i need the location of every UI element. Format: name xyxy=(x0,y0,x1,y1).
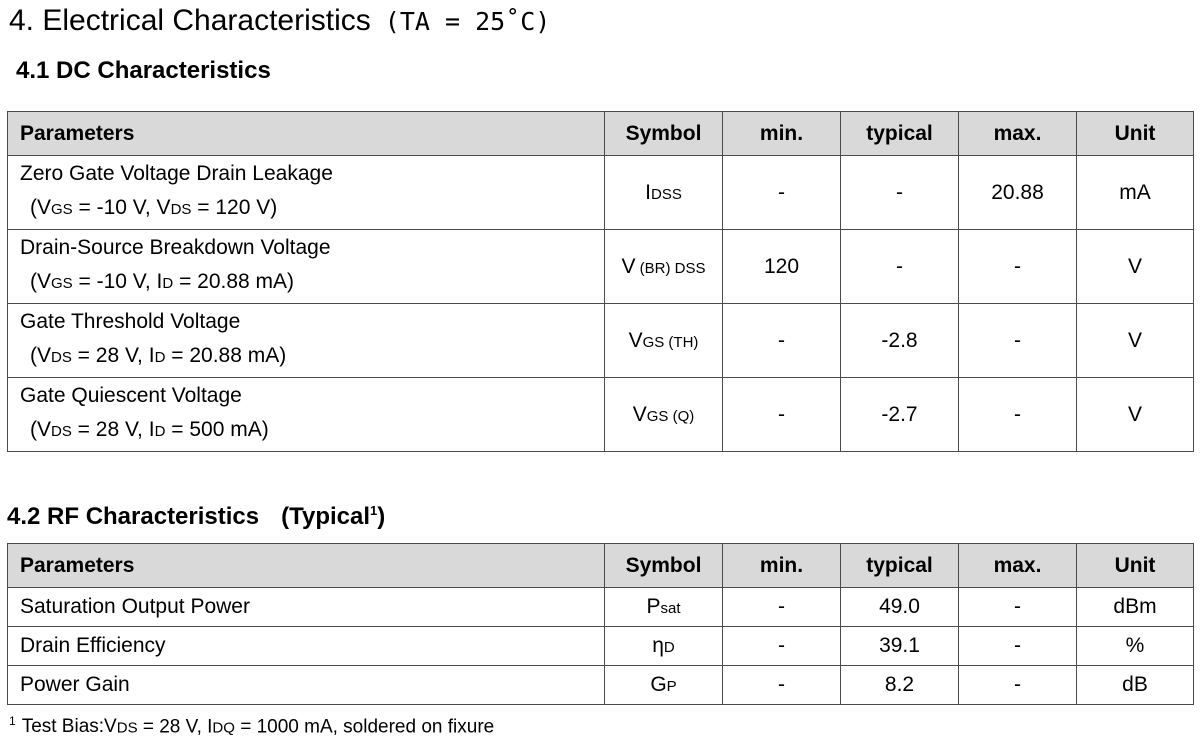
parameter-name: Gate Quiescent Voltage xyxy=(20,384,242,407)
temperature-condition: (TA = 25˚C) xyxy=(384,7,551,36)
symbol-cell: Psat xyxy=(605,588,723,627)
section-title: 4. Electrical Characteristics xyxy=(9,4,371,37)
unit-cell: V xyxy=(1077,378,1194,452)
header-typical: typical xyxy=(841,112,959,156)
unit-cell: V xyxy=(1077,230,1194,304)
typical-cell: - xyxy=(841,230,959,304)
max-cell: - xyxy=(959,666,1077,705)
min-cell: - xyxy=(723,627,841,666)
symbol-cell: V (BR) DSS xyxy=(605,230,723,304)
table-header-row xyxy=(8,112,1194,156)
dc-characteristics-table xyxy=(7,111,1194,452)
typical-cell: 8.2 xyxy=(841,666,959,705)
typical-cell: 49.0 xyxy=(841,588,959,627)
header-max: max. xyxy=(959,112,1077,156)
parameter-name: Drain Efficiency xyxy=(8,627,605,666)
typical-cell: 39.1 xyxy=(841,627,959,666)
symbol-cell: IDSS xyxy=(605,156,723,230)
parameter-cell xyxy=(8,156,605,230)
table-row xyxy=(8,666,1194,705)
header-unit: Unit xyxy=(1077,544,1194,588)
parameter-cell xyxy=(8,304,605,378)
max-cell: - xyxy=(959,378,1077,452)
header-unit: Unit xyxy=(1077,112,1194,156)
symbol-cell: ηD xyxy=(605,627,723,666)
parameter-name: Drain-Source Breakdown Voltage xyxy=(20,236,331,259)
header-min: min. xyxy=(723,112,841,156)
rf-characteristics-table xyxy=(7,543,1194,705)
table-row xyxy=(8,156,1194,230)
header-max: max. xyxy=(959,544,1077,588)
unit-cell: V xyxy=(1077,304,1194,378)
symbol-cell: GP xyxy=(605,666,723,705)
header-parameters: Parameters xyxy=(8,112,605,156)
max-cell: - xyxy=(959,588,1077,627)
unit-cell: % xyxy=(1077,627,1194,666)
table-row xyxy=(8,230,1194,304)
parameter-cell xyxy=(8,378,605,452)
parameter-name: Power Gain xyxy=(8,666,605,705)
unit-cell: dBm xyxy=(1077,588,1194,627)
test-condition: (VGS = -10 V, VDS = 120 V) xyxy=(30,196,278,219)
unit-cell: dB xyxy=(1077,666,1194,705)
parameter-name: Gate Threshold Voltage xyxy=(20,310,241,333)
parameter-name: Zero Gate Voltage Drain Leakage xyxy=(20,162,333,185)
typical-cell: -2.8 xyxy=(841,304,959,378)
min-cell: - xyxy=(723,378,841,452)
symbol-cell: VGS (TH) xyxy=(605,304,723,378)
min-cell: - xyxy=(723,588,841,627)
table-header-row xyxy=(8,544,1194,588)
max-cell: - xyxy=(959,230,1077,304)
table-row xyxy=(8,378,1194,452)
test-condition: (VDS = 28 V, ID = 500 mA) xyxy=(30,418,269,441)
parameter-name: Saturation Output Power xyxy=(8,588,605,627)
test-condition: (VDS = 28 V, ID = 20.88 mA) xyxy=(30,344,287,367)
test-condition: (VGS = -10 V, ID = 20.88 mA) xyxy=(30,270,295,293)
min-cell: 120 xyxy=(723,230,841,304)
footnote: $^1$ Test Bias:VDS = 28 V, IDQ = 1000 mA, soldered on fixure xyxy=(9,714,495,738)
header-min: min. xyxy=(723,544,841,588)
header-symbol: Symbol xyxy=(605,112,723,156)
min-cell: - xyxy=(723,156,841,230)
dc-section-title: 4.1 DC Characteristics xyxy=(16,57,271,84)
header-typical: typical xyxy=(841,544,959,588)
max-cell: - xyxy=(959,304,1077,378)
typical-cell: -2.7 xyxy=(841,378,959,452)
table-row xyxy=(8,588,1194,627)
max-cell: - xyxy=(959,627,1077,666)
parameter-cell xyxy=(8,230,605,304)
header-parameters: Parameters xyxy=(8,544,605,588)
min-cell: - xyxy=(723,304,841,378)
symbol-cell: VGS (Q) xyxy=(605,378,723,452)
typical-cell: - xyxy=(841,156,959,230)
min-cell: - xyxy=(723,666,841,705)
footnote-ref: 1 xyxy=(370,503,378,518)
table-row xyxy=(8,627,1194,666)
unit-cell: mA xyxy=(1077,156,1194,230)
max-cell: 20.88 xyxy=(959,156,1077,230)
footnote-marker: 1 xyxy=(9,714,16,728)
table-row xyxy=(8,304,1194,378)
header-symbol: Symbol xyxy=(605,544,723,588)
rf-section-title: 4.2 RF Characteristics (Typical$^1$) xyxy=(7,503,386,530)
section-heading xyxy=(9,4,550,38)
